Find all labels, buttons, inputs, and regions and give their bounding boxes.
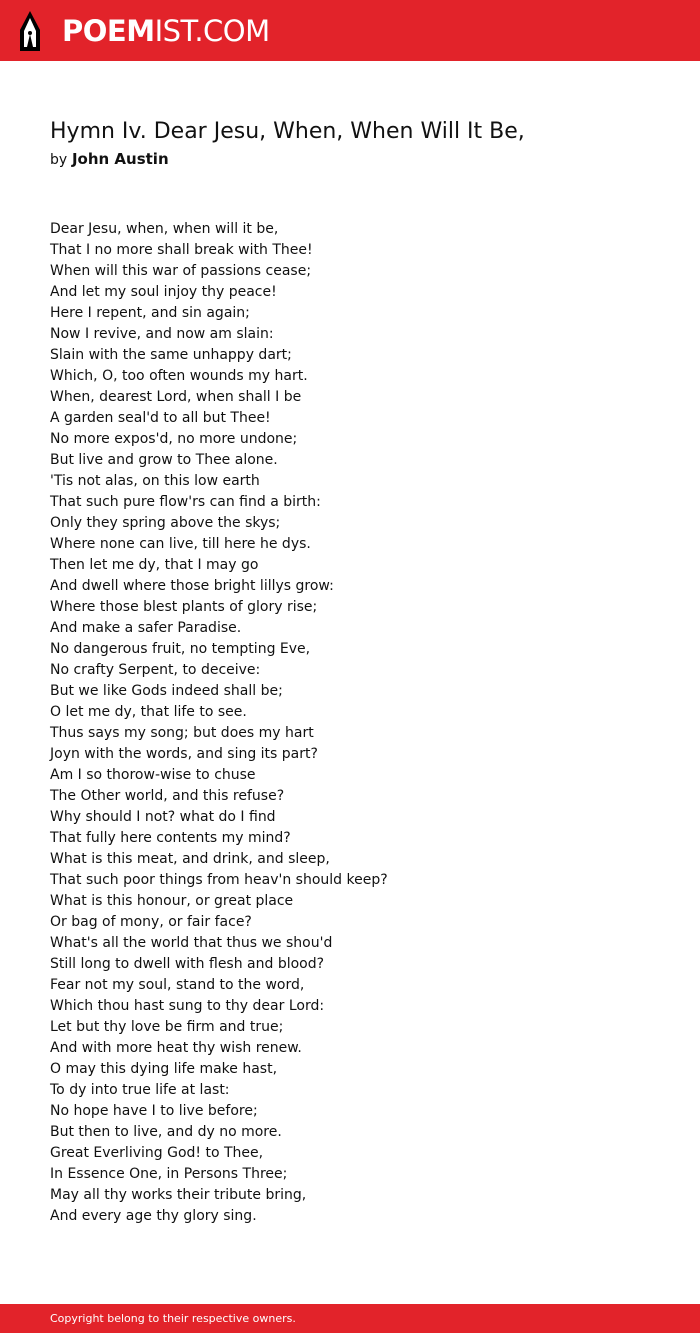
poem-byline (50, 150, 169, 169)
poem-line: And let my soul injoy thy peace! (50, 284, 277, 300)
poem-line: What is this meat, and drink, and sleep, (50, 851, 330, 867)
poem-line: No dangerous fruit, no tempting Eve, (50, 641, 311, 657)
poem-line: Dear Jesu, when, when will it be, (50, 221, 279, 237)
poem-line: No crafty Serpent, to deceive: (50, 662, 261, 678)
logo-wordmark (62, 13, 270, 48)
poem-line: No more expos'd, no more undone; (50, 431, 298, 447)
poem-body (50, 219, 388, 1227)
site-header (0, 0, 700, 61)
poem-line: Fear not my soul, stand to the word, (50, 977, 305, 993)
poem-line: Why should I not? what do I find (50, 809, 276, 825)
site-logo[interactable] (18, 10, 270, 52)
poem-line: When will this war of passions cease; (50, 263, 312, 279)
poem-line: Great Everliving God! to Thee, (50, 1145, 264, 1161)
poem-line: No hope have I to live before; (50, 1103, 258, 1119)
poem-line: Am I so thorow-wise to chuse (50, 767, 256, 783)
poem-line: And every age thy glory sing. (50, 1208, 257, 1224)
logo-text-bold: POEM (62, 13, 155, 48)
poem-line: A garden seal'd to all but Thee! (50, 410, 271, 426)
logo-text-light: IST.COM (154, 13, 270, 48)
site-footer (0, 1304, 700, 1333)
poem-line: O may this dying life make hast, (50, 1061, 278, 1077)
poem-line: Which, O, too often wounds my hart. (50, 368, 308, 384)
poem-line: Still long to dwell with flesh and blood? (50, 956, 325, 972)
poem-line: Or bag of mony, or fair face? (50, 914, 252, 930)
poem-line: Joyn with the words, and sing its part? (50, 746, 318, 762)
poem-line: Then let me dy, that I may go (50, 557, 259, 573)
poem-line: Where those blest plants of glory rise; (50, 599, 318, 615)
author-name[interactable]: John Austin (71, 150, 169, 168)
poem-line: Here I repent, and sin again; (50, 305, 250, 321)
poem-line: 'Tis not alas, on this low earth (50, 473, 260, 489)
poem-line: That fully here contents my mind? (50, 830, 291, 846)
poem-title: Hymn Iv. Dear Jesu, When, When Will It Be, (50, 119, 525, 144)
poem-line: The Other world, and this refuse? (50, 788, 285, 804)
poem-line: O let me dy, that life to see. (50, 704, 247, 720)
poem-line: Slain with the same unhappy dart; (50, 347, 292, 363)
poem-line: What is this honour, or great place (50, 893, 294, 909)
poem-line: Now I revive, and now am slain: (50, 326, 274, 342)
poem-line: What's all the world that thus we shou'd (50, 935, 333, 951)
poem-line: That I no more shall break with Thee! (50, 242, 313, 258)
poem-line: But live and grow to Thee alone. (50, 452, 278, 468)
poem-line: Only they spring above the skys; (50, 515, 281, 531)
poem-line: May all thy works their tribute bring, (50, 1187, 307, 1203)
poem-line: Where none can live, till here he dys. (50, 536, 311, 552)
poem-line: And with more heat thy wish renew. (50, 1040, 302, 1056)
copyright-text: Copyright belong to their respective owners. (50, 1312, 296, 1325)
poem-line: That such poor things from heav'n should keep? (50, 872, 388, 888)
poem-line: That such pure flow'rs can find a birth: (50, 494, 321, 510)
poem-line: And make a safer Paradise. (50, 620, 242, 636)
poem-line: And dwell where those bright lillys grow: (50, 578, 334, 594)
by-label: by (50, 152, 68, 168)
poem-line: Which thou hast sung to thy dear Lord: (50, 998, 325, 1014)
poem-line: When, dearest Lord, when shall I be (50, 389, 302, 405)
poem-line: In Essence One, in Persons Three; (50, 1166, 288, 1182)
poem-line: But then to live, and dy no more. (50, 1124, 282, 1140)
poem-line: Let but thy love be firm and true; (50, 1019, 284, 1035)
poem-line: Thus says my song; but does my hart (50, 725, 314, 741)
poem-line: To dy into true life at last: (50, 1082, 230, 1098)
poem-line: But we like Gods indeed shall be; (50, 683, 283, 699)
pen-nib-icon (18, 10, 42, 52)
